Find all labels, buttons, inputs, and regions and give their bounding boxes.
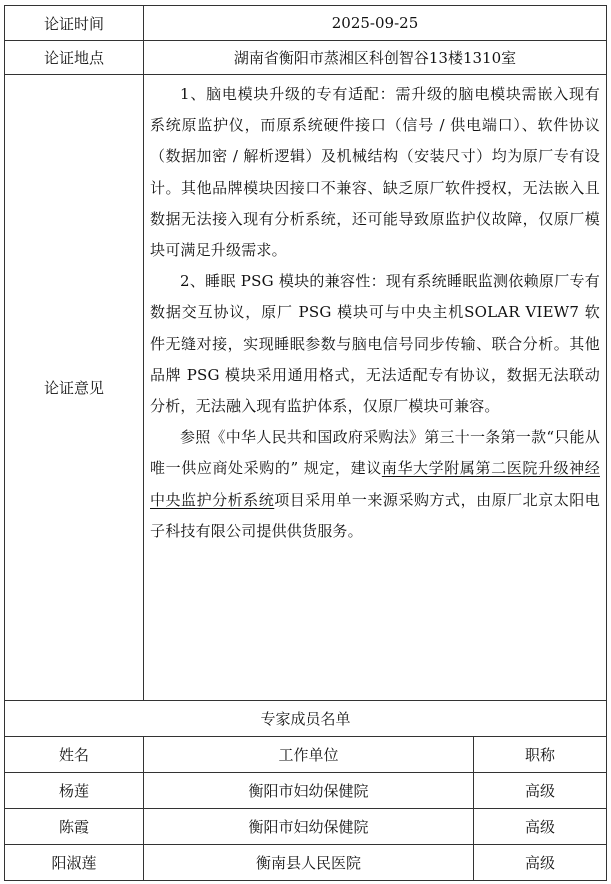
expert-name: 陈霞 <box>58 818 89 836</box>
opinion-paragraph-3-after: 项目采用单一来源采购方式，由原厂北京太阳电子科技有限公司提供供货服务。 <box>150 490 600 540</box>
opinion-paragraph-2: 2、睡眠 PSG 模块的兼容性：现有系统睡眠监测依赖原厂专有数据交互协议，原厂 PSG 模块可与中央主机SOLAR VIEW7 软件无缝对接，实现睡眠参数与脑电信号同步传输、联合分析。其他品牌 PSG 模块采用通用格式，无法适配专有协议，数据无法联动分析，无法融入现有监护体系，仅原厂模块可兼容。 <box>150 272 600 416</box>
divider <box>4 880 607 881</box>
place-label: 论证地点 <box>43 49 104 67</box>
opinion-paragraph-3 <box>150 422 600 547</box>
expert-title: 高级 <box>524 854 555 872</box>
place-value: 湖南省衡阳市蒸湘区科创智谷13楼1310室 <box>233 49 517 67</box>
expert-unit: 衡南县人民医院 <box>255 854 361 872</box>
expert-unit: 衡阳市妇幼保健院 <box>248 782 369 800</box>
opinion-paragraph-1: 1、脑电模块升级的专有适配：需升级的脑电模块需嵌入现有系统原监护仪，而原系统硬件接口（信号 / 供电端口）、软件协议（数据加密 / 解析逻辑）及机械结构（安装尺寸）均为原厂专有设计。其他品牌模块因接口不兼容、缺乏原厂软件授权，无法嵌入且数据无法接入现有分析系统，还可能导致原监护仪故障，仅原厂模块可满足升级需求。 <box>150 85 600 260</box>
expert-title: 高级 <box>524 818 555 836</box>
header-unit: 工作单位 <box>278 746 339 764</box>
opinion-label: 论证意见 <box>43 379 104 397</box>
time-label: 论证时间 <box>43 14 104 33</box>
divider <box>606 5 607 880</box>
header-title: 职称 <box>524 746 555 764</box>
opinion-paragraph-3-before: 参照《中华人民共和国政府采购法》第三十一条第一款“只能从唯一供应商处采购的” 规定，建议 <box>150 428 600 478</box>
expert-name: 杨莲 <box>58 782 89 800</box>
experts-title: 专家成员名单 <box>260 710 351 728</box>
time-value: 2025-09-25 <box>331 14 419 32</box>
header-name: 姓名 <box>58 746 89 764</box>
expert-name: 阳淑莲 <box>51 854 97 872</box>
opinion-text <box>144 75 606 700</box>
expert-unit: 衡阳市妇幼保健院 <box>248 818 369 836</box>
project-name: 南华大学附属第二医院升级神经中央监护分析系统 <box>150 459 600 509</box>
expert-title: 高级 <box>524 782 555 800</box>
